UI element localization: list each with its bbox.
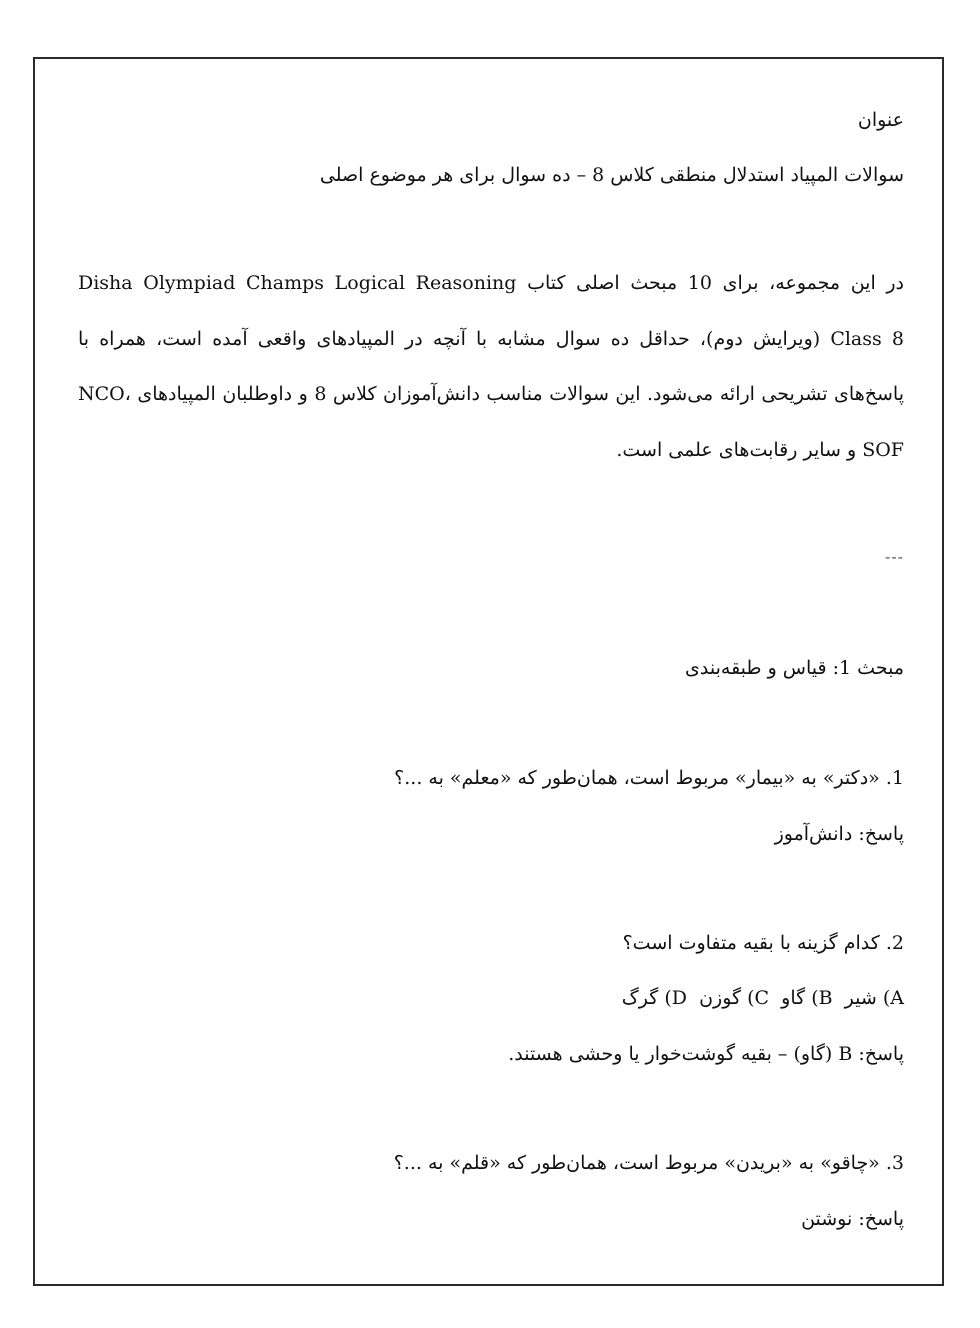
question-text: «چاقو» به «بریدن» مربوط است، همان‌طور که «قلم» به ...؟ xyxy=(393,1152,880,1174)
question-text: کدام گزینه با بقیه متفاوت است؟ xyxy=(622,932,880,954)
question-text: «دکتر» به «بیمار» مربوط است، همان‌طور که «معلم» به ...؟ xyxy=(394,767,880,789)
title-label: عنوان xyxy=(857,109,904,131)
separator-line: --- xyxy=(885,549,904,566)
document-title: سوالات المپیاد استدلال منطقی کلاس 8 – ده سوال برای هر موضوع اصلی xyxy=(319,164,904,186)
question-1 xyxy=(394,764,904,792)
intro-paragraph: در این مجموعه، برای 10 مبحث اصلی کتاب Disha Olympiad Champs Logical Reasoning Class 8 (ویرایش دوم)، حداقل ده سوال مشابه با آنچه در المپیادهای واقعی آمده است، همراه با پاسخ‌های تشریحی ارائه می‌شود. این سوالات مناسب دانش‌آموزان کلاس 8 و داوطلبان المپیادهای NCO، SOF و سایر رقابت‌های علمی است. xyxy=(78,272,904,461)
question-number: 1. xyxy=(885,767,904,789)
section-heading: مبحث 1: قیاس و طبقه‌بندی xyxy=(685,657,904,679)
answer-2: پاسخ: B (گاو) – بقیه گوشت‌خوار یا وحشی هستند. xyxy=(508,1043,904,1065)
options-2: A) شیر B) گاو C) گوزن D) گرگ xyxy=(621,987,904,1009)
question-3 xyxy=(394,1149,904,1177)
answer-3: پاسخ: نوشتن xyxy=(801,1208,904,1230)
question-number: 3. xyxy=(885,1152,904,1174)
question-2 xyxy=(623,929,904,957)
question-number: 2. xyxy=(885,932,904,954)
answer-1: پاسخ: دانش‌آموز xyxy=(774,823,904,845)
